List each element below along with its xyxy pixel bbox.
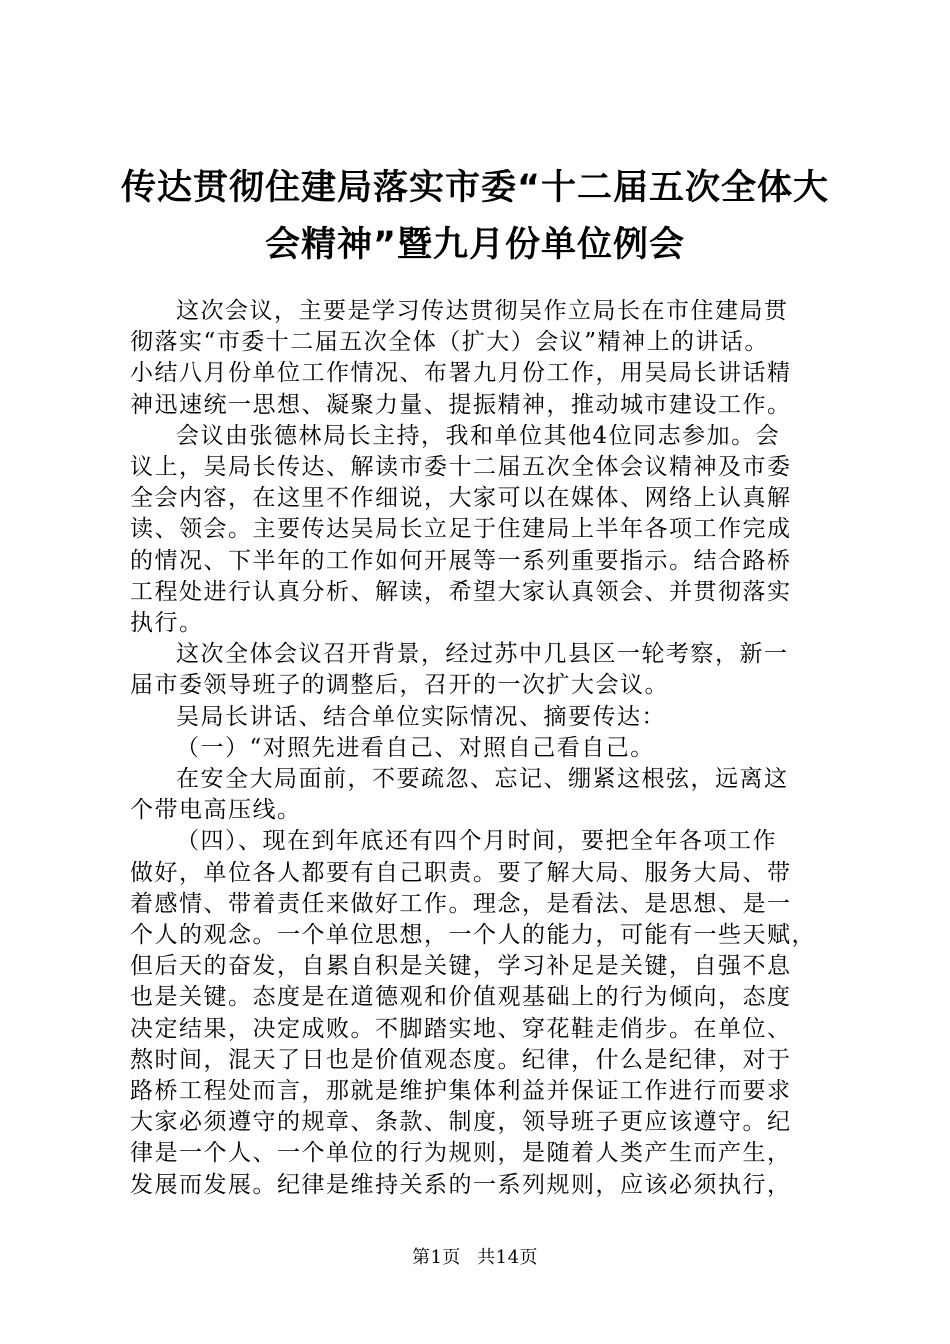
text-line: 彻落实“市委十二届五次全体（扩大）会议”精神上的讲话。	[130, 329, 770, 356]
text-line: 但后天的奋发，自累自积是关键，学习补足是关键，自强不息	[130, 953, 792, 980]
text-line: 吴局长讲话、结合单位实际情况、摘要传达：	[176, 703, 666, 730]
text-line: 发展而发展。纪律是维持关系的一系列规则，应该必须执行，	[130, 1171, 792, 1198]
text-line: 也是关键。态度是在道德观和价值观基础上的行为倾向，态度	[130, 984, 792, 1011]
text-line: 做好，单位各人都要有自己职责。要了解大局、服务大局、带	[130, 859, 792, 886]
text-line: 路桥工程处而言，那就是维护集体利益并保证工作进行而要求	[130, 1078, 792, 1105]
text-line: 会议由张德林局长主持，我和单位其他4位同志参加。会	[176, 422, 781, 449]
paragraph	[130, 296, 830, 421]
paragraph	[130, 764, 830, 826]
text-line: 读、领会。主要传达吴局长立足于住建局上半年各项工作完成	[130, 516, 792, 543]
title-line: 会精神”暨九月份单位例会	[264, 225, 685, 265]
page-total: 共14页	[477, 1247, 539, 1268]
paragraph	[130, 639, 830, 701]
text-line: 个人的观念。一个单位思想，一个人的能力，可能有一些天赋，	[130, 922, 816, 949]
document-body	[130, 296, 830, 1201]
text-line: 的情况、下半年的工作如何开展等一系列重要指示。结合路桥	[130, 547, 792, 574]
text-line: 工程处进行认真分析、解读，希望大家认真领会、并贯彻落实	[130, 578, 792, 605]
paragraph	[130, 702, 830, 733]
paragraph	[130, 421, 830, 639]
text-line: （一）“对照先进看自己、对照自己看自己。	[176, 734, 655, 761]
text-line: 全会内容，在这里不作细说，大家可以在媒体、网络上认真解	[130, 485, 792, 512]
text-line: 神迅速统一思想、凝聚力量、提振精神，推动城市建设工作。	[130, 391, 792, 418]
text-line: 律是一个人、一个单位的行为规则，是随着人类产生而产生，	[130, 1140, 792, 1167]
text-line: 小结八月份单位工作情况、布署九月份工作，用吴局长讲话精	[130, 360, 792, 387]
text-line: 熬时间，混天了日也是价值观态度。纪律，什么是纪律，对于	[130, 1046, 792, 1073]
text-line: 执行。	[130, 610, 204, 637]
text-line: 议上，吴局长传达、解读市委十二届五次全体会议精神及市委	[130, 454, 792, 481]
text-line: 决定结果，决定成败。不脚踏实地、穿花鞋走俏步。在单位、	[130, 1015, 792, 1042]
page-number: 第1页	[411, 1247, 461, 1268]
text-line: （四）、现在到年底还有四个月时间，要把全年各项工作	[176, 828, 777, 855]
paragraph	[130, 826, 830, 1200]
text-line: 这次会议，主要是学习传达贯彻吴作立局长在市住建局贯	[176, 298, 789, 324]
page-footer	[0, 1243, 950, 1269]
text-line: 在安全大局面前，不要疏忽、忘记、绷紧这根弦，远离这	[176, 766, 789, 793]
document-title	[110, 160, 840, 274]
text-line: 大家必须遵守的规章、条款、制度，领导班子更应该遵守。纪	[130, 1109, 792, 1136]
text-line: 届市委领导班子的调整后，召开的一次扩大会议。	[130, 672, 669, 699]
title-line: 传达贯彻住建局落实市委“十二届五次全体大	[120, 168, 829, 208]
text-line: 个带电高压线。	[130, 797, 302, 824]
text-line: 这次全体会议召开背景，经过苏中几县区一轮考察，新一	[176, 641, 789, 668]
paragraph	[130, 733, 830, 764]
text-line: 着感情、带着责任来做好工作。理念，是看法、是思想、是一	[130, 890, 792, 917]
